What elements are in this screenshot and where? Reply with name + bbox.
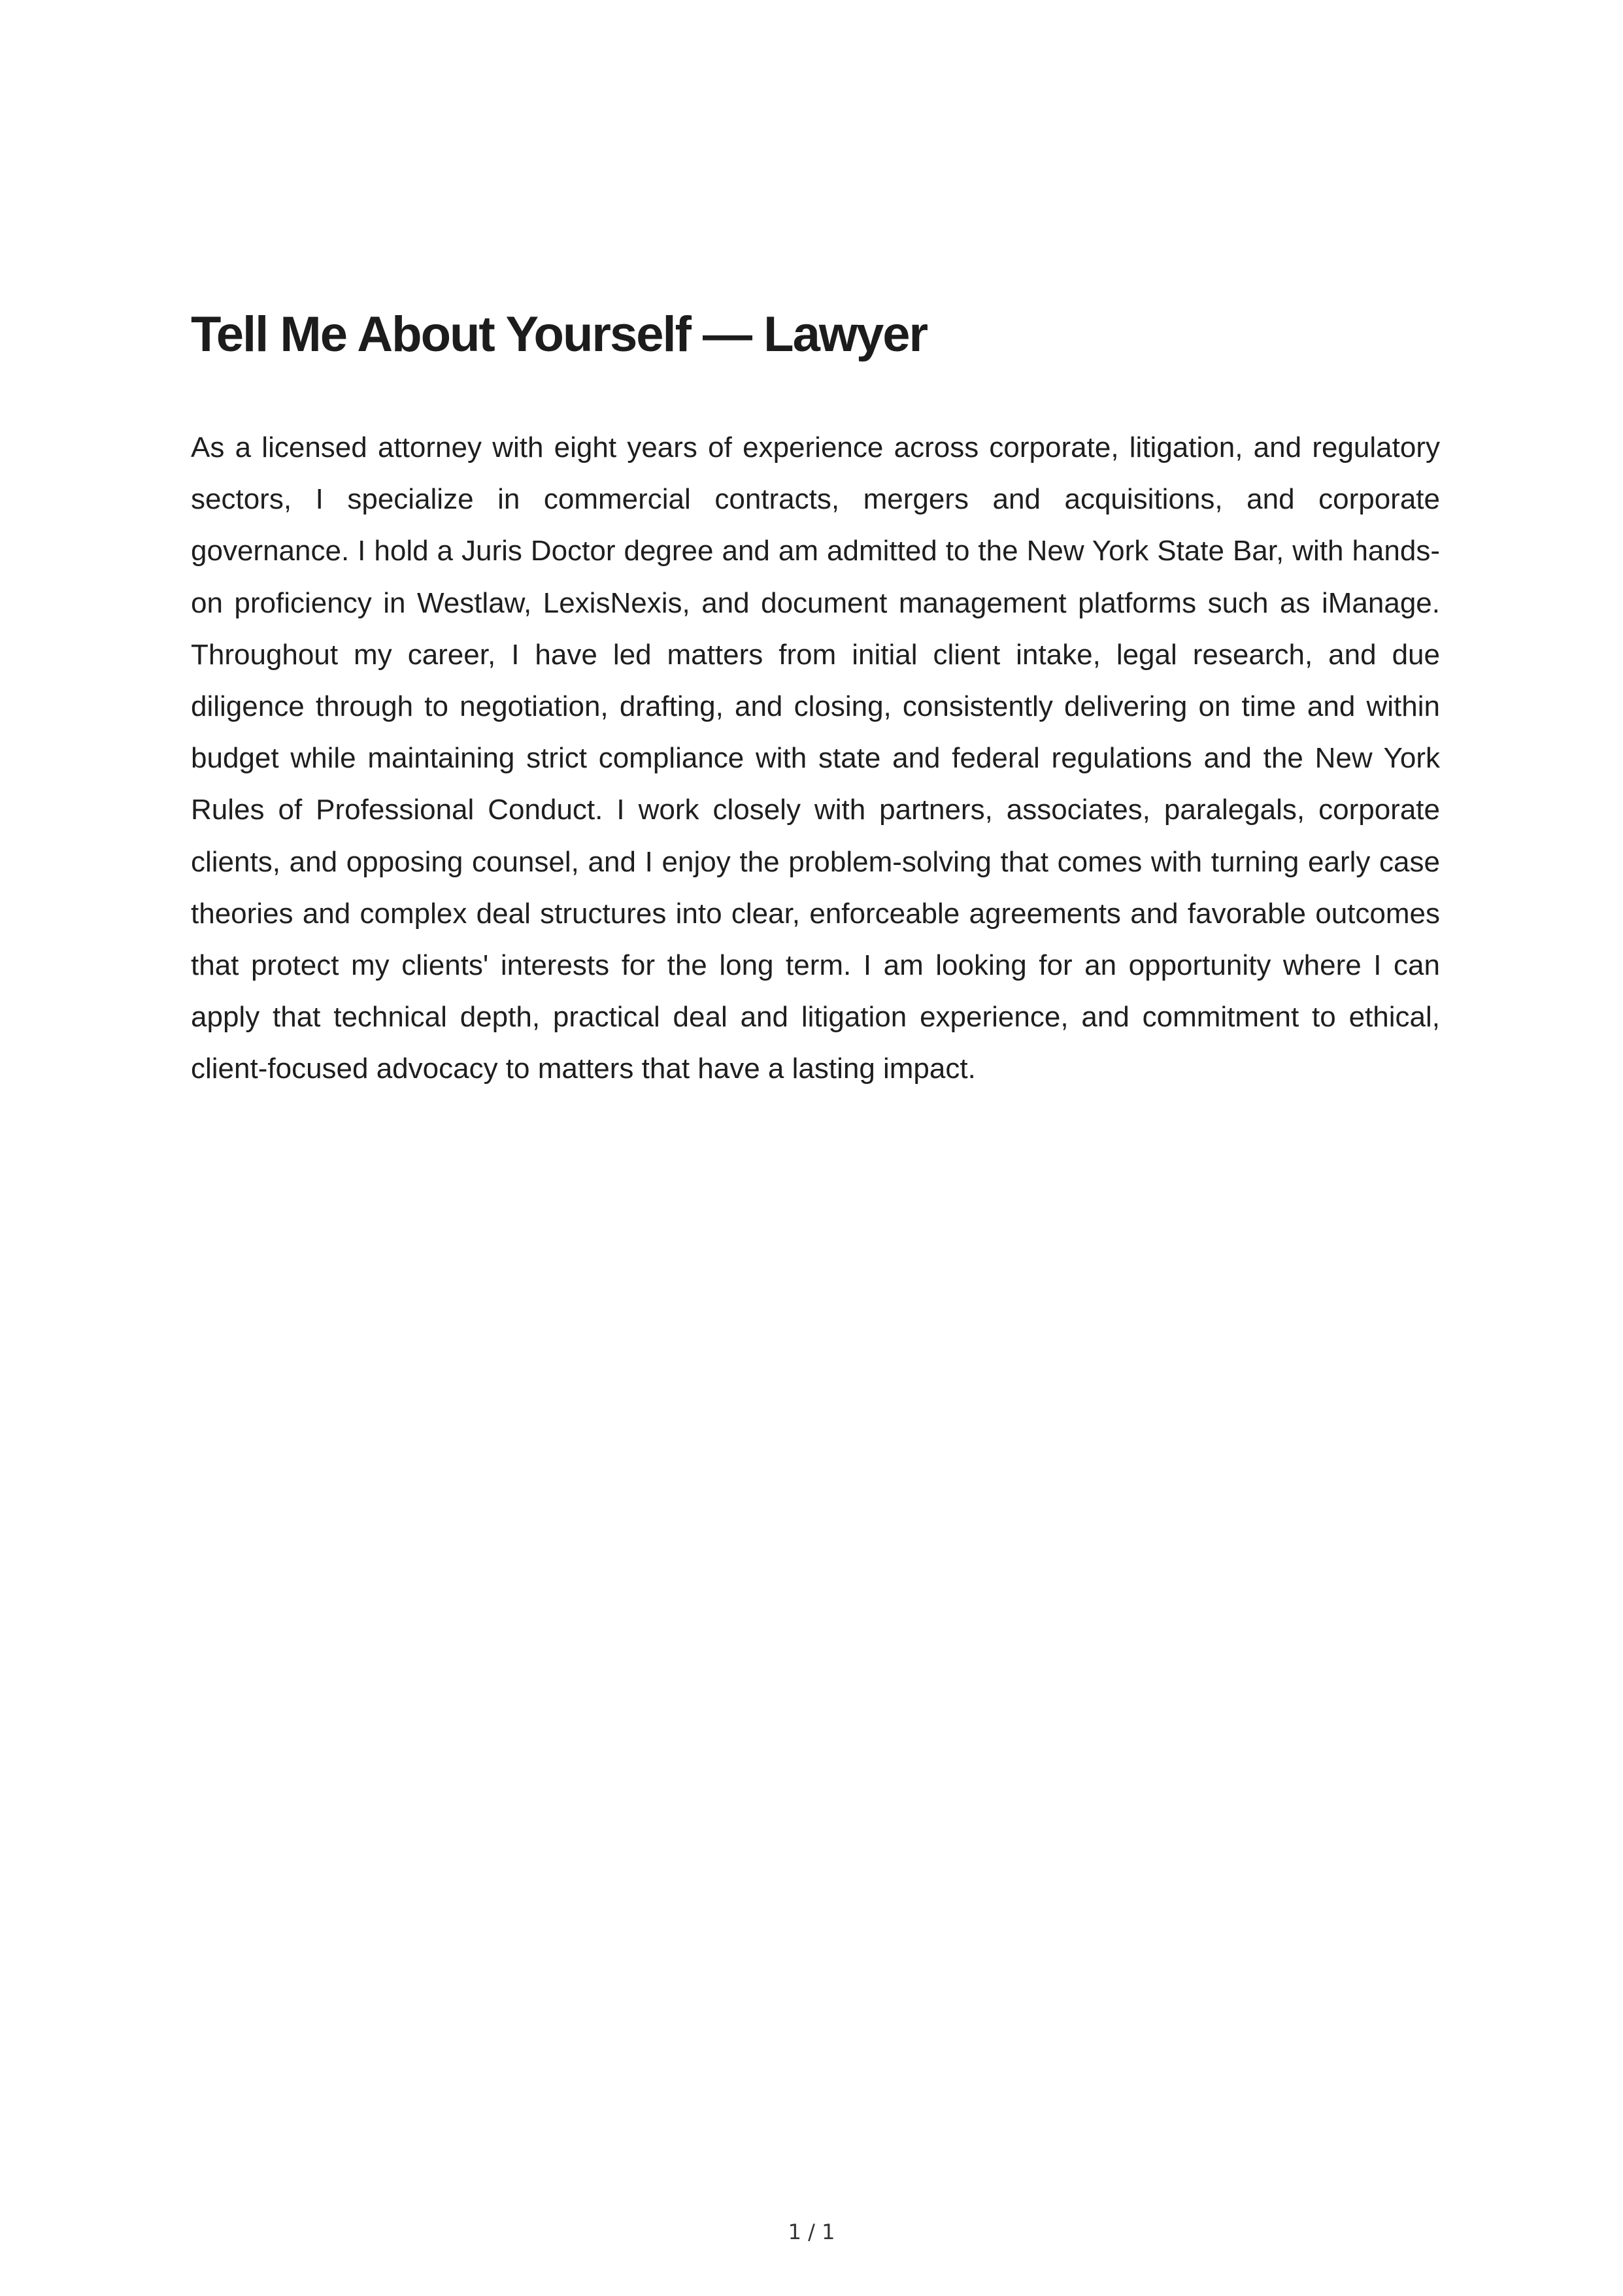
page-number: 1 / 1	[788, 2220, 835, 2244]
document-title: Tell Me About Yourself — Lawyer	[191, 307, 928, 362]
document-body-paragraph: As a licensed attorney with eight years of experience across corporate, litigation, and regulatory sectors, I specialize in commercial contracts, mergers and acquisitions, and corporate governance. I hold a Juris Doctor degree and am admitted to the New York State Bar, with hands-on proficiency in Westlaw, LexisNexis, and document management platforms such as iManage. Throughout my career, I have led matters from initial client intake, legal research, and due diligence through to negotiation, drafting, and closing, consistently delivering on time and within budget while maintaining strict compliance with state and federal regulations and the New York Rules of Professional Conduct. I work closely with partners, associates, paralegals, corporate clients, and opposing counsel, and I enjoy the problem-solving that comes with turning early case theories and complex deal structures into clear, enforceable agreements and favorable outcomes that protect my clients' interests for the long term. I am looking for an opportunity where I can apply that technical depth, practical deal and litigation experience, and commitment to ethical, client-focused advocacy to matters that have a lasting impact.	[191, 431, 1440, 1085]
